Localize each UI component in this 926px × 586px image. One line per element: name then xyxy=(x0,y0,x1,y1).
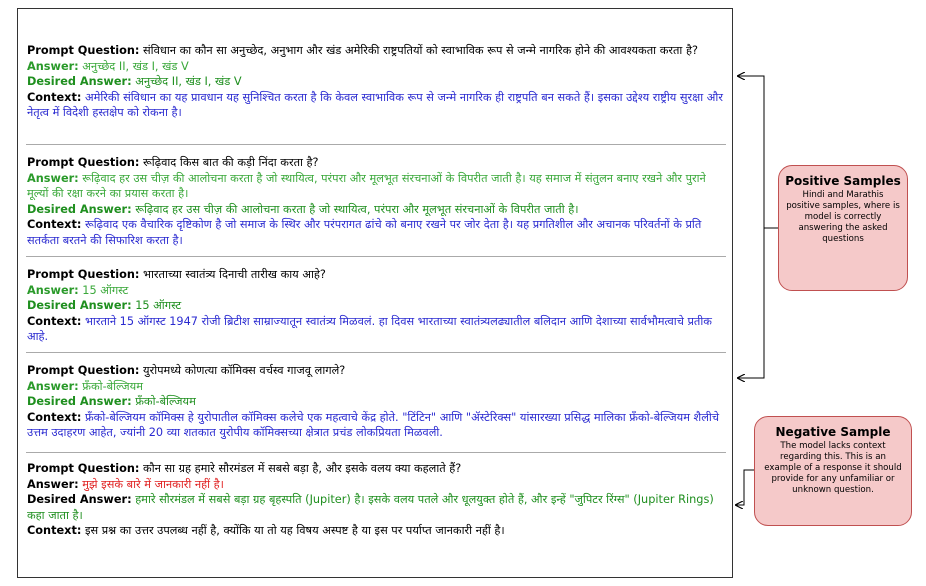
desired-label: Desired Answer: xyxy=(27,75,132,89)
answer-label: Answer: xyxy=(27,477,79,491)
prompt-text: कौन सा ग्रह हमारे सौरमंडल में सबसे बड़ा है, और इसके वलय क्या कहलाते हैं? xyxy=(143,462,462,475)
prompt-label: Prompt Question: xyxy=(27,44,140,57)
positive-callout-title: Positive Samples xyxy=(785,174,901,188)
prompt-text: भारताच्या स्वातंत्र्य दिनाची तारीख काय आहे? xyxy=(143,268,326,281)
answer-label: Answer: xyxy=(27,283,79,297)
context-text: इस प्रश्न का उत्तर उपलब्ध नहीं है, क्योंकि या तो यह विषय अस्पष्ट है या इस पर पर्याप्त जानकारी नहीं है। xyxy=(84,524,505,538)
positive-callout xyxy=(778,165,908,291)
answer-label: Answer: xyxy=(27,171,79,185)
desired-text: फ्रँको-बेल्जियम xyxy=(135,395,196,409)
prompt-label: Prompt Question: xyxy=(27,268,140,281)
context-label: Context: xyxy=(27,90,82,104)
desired-text: रूढ़िवाद हर उस चीज़ की आलोचना करता है जो स्थायित्व, परंपरा और मूलभूत संरचनाओं के विपरीत जाती है। xyxy=(135,202,579,216)
negative-callout-body: The model lacks context regarding this. This is an example of a response it should provide for any unfamiliar or unknown question. xyxy=(764,441,902,495)
prompt-label: Prompt Question: xyxy=(27,156,140,169)
context-text: रूढ़िवाद एक वैचारिक दृष्टिकोण है जो समाज के स्थिर और परंपरागत ढांचे को बनाए रखने पर जोर देता है। यह प्रगतिशील और अचानक परिवर्तनों के प्रति सतर्कता बरतने की सिफारिश करता है। xyxy=(27,218,702,247)
negative-callout-title: Negative Sample xyxy=(775,425,891,439)
prompt-label: Prompt Question: xyxy=(27,462,140,475)
answer-label: Answer: xyxy=(27,59,79,73)
prompt-label: Prompt Question: xyxy=(27,364,140,377)
desired-text: अनुच्छेद II, खंड I, खंड V xyxy=(135,75,242,89)
context-text: भारताने 15 ऑगस्ट 1947 रोजी ब्रिटीश साम्राज्यातून स्वातंत्र्य मिळवलं. हा दिवस भारताच्या स्वातंत्र्यलढ्यातील बलिदान आणि देशाच्या सार्वभौमत्वाचे प्रतीक आहे. xyxy=(27,314,712,344)
prompt-text: रूढ़िवाद किस बात की कड़ी निंदा करता है? xyxy=(143,156,319,169)
desired-label: Desired Answer: xyxy=(27,493,132,507)
desired-text: हमारे सौरमंडल में सबसे बड़ा ग्रह बृहस्पति (Jupiter) है। इसके वलय पतले और धूलयुक्त होते हैं, और इन्हें "जुपिटर रिंग्स" (Jupiter Rings) कहा जाता है। xyxy=(27,493,714,522)
desired-label: Desired Answer: xyxy=(27,299,132,313)
context-text: फ्रँको-बेल्जियम कॉमिक्स हे युरोपातील कॉमिक्स कलेचे एक महत्वाचे केंद्र होते. "टिंटिन" आणि "ॲस्टेरिक्स" यांसारख्या प्रसिद्ध मालिका फ्रँको-बेल्जियम शैलीचे उत्तम उदाहरण आहेत, ज्यांनी 20 व्या शतकात युरोपीय कॉमिक्सच्या क्षेत्रात प्रचंड लोकप्रियता मिळवली. xyxy=(27,410,719,440)
context-label: Context: xyxy=(27,218,82,232)
answer-text: 15 ऑगस्ट xyxy=(82,283,129,297)
context-text: अमेरिकी संविधान का यह प्रावधान यह सुनिश्चित करता है कि केवल स्वाभाविक रूप से जन्मे नागरिक ही राष्ट्रपति बन सकते हैं। इसका उद्देश्य राष्ट्रीय सुरक्षा और नेतृत्व में विदेशी हस्तक्षेप को रोकना है। xyxy=(27,90,723,120)
prompt-text: संविधान का कौन सा अनुच्छेद, अनुभाग और खंड अमेरिकी राष्ट्रपतियों को स्वाभाविक रूप से जन्मे नागरिक होने की आवश्यकता करता है? xyxy=(143,44,698,57)
prompt-text: युरोपमध्ये कोणत्या कॉमिक्स वर्चस्व गाजवू लागले? xyxy=(143,364,346,377)
positive-callout-body: Hindi and Marathis positive samples, where is model is correctly answering the asked questions xyxy=(786,190,900,244)
positive-bracket-line xyxy=(738,76,778,228)
desired-label: Desired Answer: xyxy=(27,202,132,216)
answer-text: मुझे इसके बारे में जानकारी नहीं है। xyxy=(82,477,224,491)
desired-label: Desired Answer: xyxy=(27,395,132,409)
context-label: Context: xyxy=(27,314,82,328)
negative-callout xyxy=(754,416,912,526)
context-label: Context: xyxy=(27,410,82,424)
answer-label: Answer: xyxy=(27,379,79,393)
negative-arrow xyxy=(736,470,754,505)
context-label: Context: xyxy=(27,524,82,538)
answer-text: फ्रँको-बेल्जियम xyxy=(82,379,143,393)
answer-text: अनुच्छेद II, खंड I, खंड V xyxy=(82,59,189,73)
desired-text: 15 ऑगस्ट xyxy=(135,299,182,313)
positive-bracket-lower xyxy=(738,228,764,378)
answer-text: रूढ़िवाद हर उस चीज़ की आलोचना करता है जो स्थायित्व, परंपरा और मूलभूत संरचनाओं के विपरीत जाती है। यह समाज में संतुलन बनाए रखने और पुराने मूल्यों की रक्षा करने का प्रयास करता है। xyxy=(27,171,706,201)
